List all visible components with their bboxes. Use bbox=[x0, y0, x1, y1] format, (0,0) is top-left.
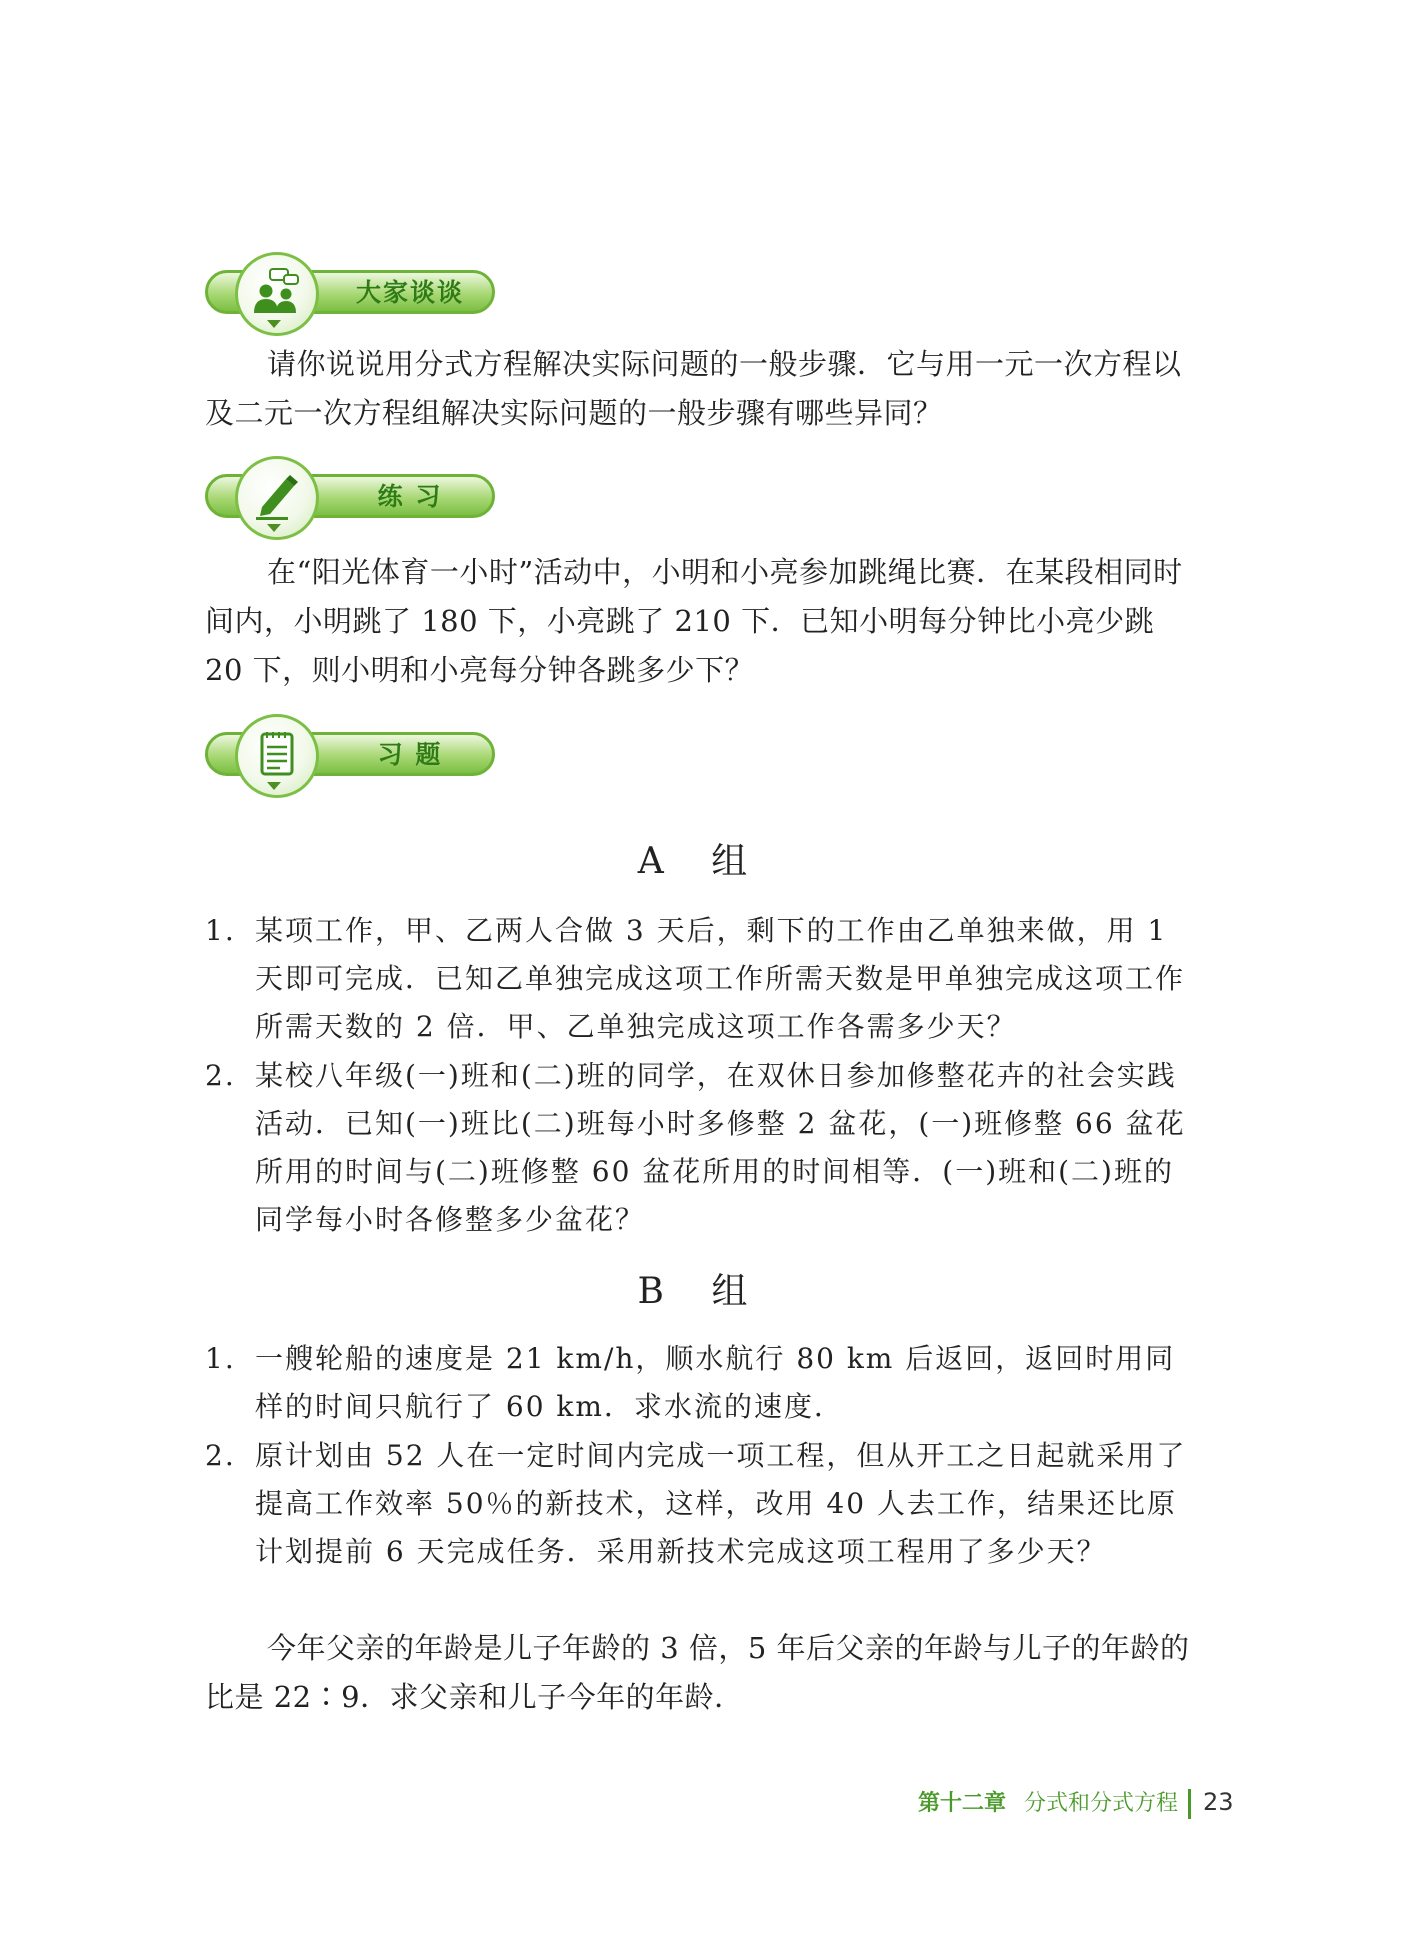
item-number: 2. bbox=[205, 1059, 236, 1092]
item-number: 2. bbox=[205, 1439, 236, 1472]
banner-label: 大家谈谈 bbox=[355, 278, 464, 307]
chapter-title: 分式和分式方程 bbox=[1024, 1791, 1179, 1816]
item-number: 1. bbox=[205, 914, 236, 947]
caret-down-icon bbox=[267, 320, 281, 328]
footer-divider bbox=[1188, 1789, 1191, 1819]
exercises-banner bbox=[205, 714, 505, 796]
list-item bbox=[205, 1335, 1200, 1431]
discussion-people-icon bbox=[252, 267, 302, 317]
list-item bbox=[205, 907, 1200, 1051]
page-footer bbox=[918, 1784, 1234, 1820]
list-item bbox=[205, 1052, 1200, 1244]
practice-banner bbox=[205, 456, 505, 538]
page-number: 23 bbox=[1203, 1788, 1234, 1816]
item-text: 一艘轮船的速度是 21 km/h，顺水航行 80 km 后返回，返回时用同样的时间只航行了 60 km．求水流的速度． bbox=[255, 1342, 1176, 1423]
extra-problem-text: 今年父亲的年龄是儿子年龄的 3 倍，5 年后父亲的年龄与儿子的年龄的比是 22∶9．求父亲和儿子今年的年龄． bbox=[205, 1631, 1190, 1714]
caret-down-icon bbox=[267, 782, 281, 790]
banner-label: 习 题 bbox=[377, 740, 443, 769]
group-b-title: B 组 bbox=[637, 1271, 766, 1312]
item-text: 某校八年级(一)班和(二)班的同学，在双休日参加修整花卉的社会实践活动．已知(一)班比(二)班每小时多修整 2 盆花，(一)班修整 66 盆花所用的时间与(二)班修整 60 盆花所用的时间相等．(一)班和(二)班的同学每小时各修整多少盆花？ bbox=[255, 1059, 1186, 1236]
list-item bbox=[205, 1432, 1200, 1576]
practice-text: 在“阳光体育一小时”活动中，小明和小亮参加跳绳比赛．在某段相同时间内，小明跳了 180 下，小亮跳了 210 下．已知小明每分钟比小亮少跳 20 下，则小明和小亮每分钟各跳多少下？ bbox=[205, 555, 1183, 687]
discuss-text: 请你说说用分式方程解决实际问题的一般步骤．它与用一元一次方程以及二元一次方程组解决实际问题的一般步骤有哪些异同？ bbox=[205, 347, 1182, 430]
group-a-title: A 组 bbox=[637, 841, 766, 882]
chapter-number: 第十二章 bbox=[918, 1791, 1007, 1816]
banner-label: 练 习 bbox=[377, 482, 443, 511]
item-text: 某项工作，甲、乙两人合做 3 天后，剩下的工作由乙单独来做，用 1 天即可完成．已知乙单独完成这项工作所需天数是甲单独完成这项工作所需天数的 2 倍．甲、乙单独完成这项工作各需多少天？ bbox=[255, 914, 1186, 1043]
item-number: 1. bbox=[205, 1342, 236, 1375]
notepad-icon bbox=[252, 729, 302, 779]
discuss-banner bbox=[205, 252, 505, 334]
item-text: 原计划由 52 人在一定时间内完成一项工程，但从开工之日起就采用了提高工作效率 50％的新技术，这样，改用 40 人去工作，结果还比原计划提前 6 天完成任务．采用新技术完成这项工程用了多少天？ bbox=[255, 1439, 1187, 1568]
caret-down-icon bbox=[267, 524, 281, 532]
pencil-writing-icon bbox=[252, 471, 302, 521]
